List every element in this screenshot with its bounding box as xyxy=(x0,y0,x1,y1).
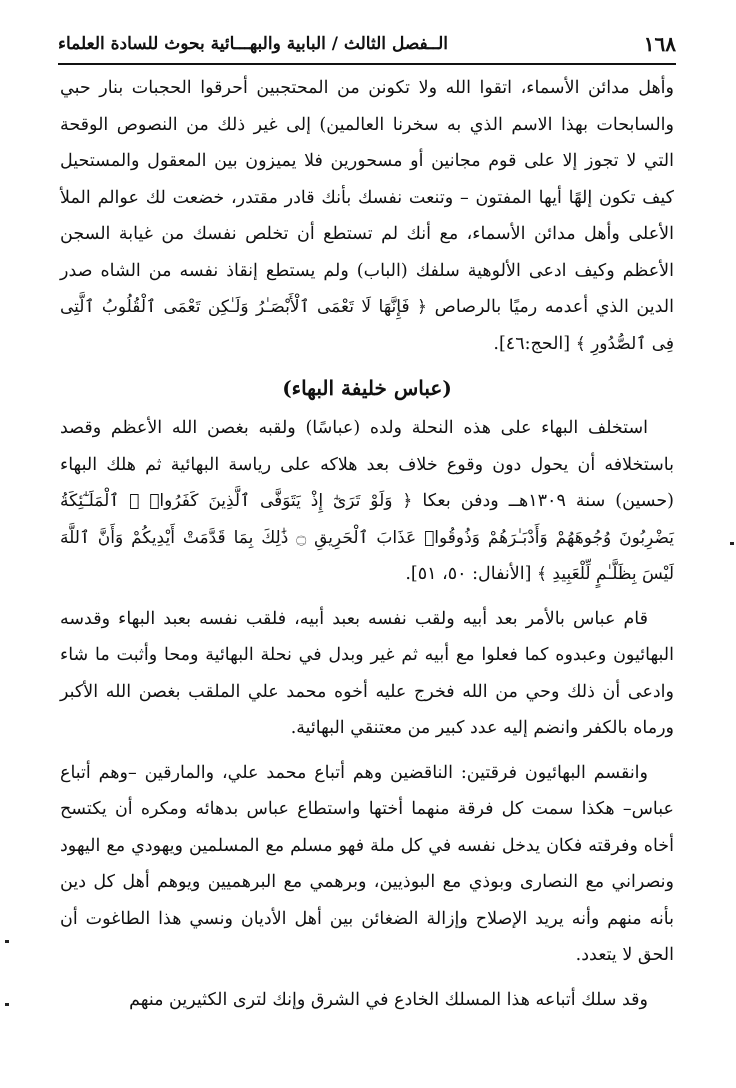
quran-reference-1: [الحج:٤٦]. xyxy=(493,333,571,354)
spacer xyxy=(60,593,674,601)
margin-mark xyxy=(5,940,9,943)
section-heading: (عباس خليفة البهاء) xyxy=(282,376,452,400)
page-body xyxy=(60,70,674,1018)
quran-quote-2: ﴿ وَلَوْ تَرَىٰٓ إِذْ يَتَوَفَّى ٱلَّذِينَ كَفَرُوا۟ ۙ ٱلْمَلَـٰٓئِكَةُ يَضْرِبُونَ وُجُوهَهُمْ وَأَدْبَـٰرَهُمْ وَذُوقُوا۟ عَذَابَ ٱلْحَرِيقِ ۝ ذَٰلِكَ بِمَا قَدَّمَتْ أَيْدِيكُمْ وَأَنَّ ٱللَّهَ لَيْسَ بِظَلَّـٰمٍ لِّلْعَبِيدِ ﴾ xyxy=(60,491,674,584)
paragraph-2 xyxy=(60,410,674,593)
running-title: الــفصل الثالث / البابية والبهـــائية بحوث للسادة العلماء xyxy=(58,34,449,54)
paragraph-3: قام عباس بالأمر بعد أبيه ولقب نفسه بعبد أبيه، فلقب نفسه بعبد البهاء وقدسه البهائيون وعبدوه كما فعلوا مع أبيه ثم غير وبدل في نحلة البهائية ومحا وأثبت ما شاء وادعى أن ذلك وحي من الله فخرج عليه أخوه محمد علي الملقب بغصن الله الأكبر ورماه بالكفر وانضم إليه عدد كبير من معتنقي البهائية. xyxy=(60,608,674,738)
header-divider xyxy=(58,63,676,65)
paragraph-1 xyxy=(60,70,674,362)
page-header xyxy=(58,24,676,64)
spacer xyxy=(60,747,674,755)
paragraph-2-text: استخلف البهاء على هذه النحلة ولده (عباسًا) ولقبه بغصن الله الأعظم وقصد باستخلافه أن يحول دون وقوع خلاف بعد هلاكه على رياسة البهائية ثم هلك البهاء (حسين) سنة ١٣٠٩هــ ودفن بعكا xyxy=(60,418,674,511)
page-number: ١٦٨ xyxy=(643,32,676,56)
paragraph-4: وانقسم البهائيون فرقتين: الناقضين وهم أتباع محمد علي، والمارقين –وهم أتباع عباس– هكذا سمت كل فرقة منهما أختها واستطاع عباس بدهائه ومكره أن يكتسح أخاه وفرقته فكان يدخل نفسه في كل ملة فهو مسلم مع المسلمين ويهودي مع اليهود ونصراني مع النصارى وبوذي مع البوذيين، وبرهمي مع البرهميين ويوهم أهل كل دين بأنه منهم وأنه يريد الإصلاح وإزالة الضغائن بين أهل الأديان ونسي هذا الطاغوت أن الحق لا يتعدد. xyxy=(60,762,675,965)
margin-mark xyxy=(5,1003,9,1006)
quran-reference-2: [الأنفال: ٥٠، ٥١]. xyxy=(405,564,532,584)
spacer xyxy=(60,974,674,982)
quran-quote-1: ﴿ فَإِنَّهَا لَا تَعْمَى ٱلْأَبْصَـٰرُ وَلَـٰكِن تَعْمَى ٱلْقُلُوبُ ٱلَّتِى فِى ٱلصُّدُورِ ﴾ xyxy=(60,297,674,354)
paragraph-5: وقد سلك أتباعه هذا المسلك الخادع في الشرق وإنك لترى الكثيرين منهم xyxy=(129,989,648,1010)
margin-mark xyxy=(730,542,734,545)
paragraph-1-text: وأهل مدائن الأسماء، اتقوا الله ولا تكونن من المحتجبين أحرقوا الحجبات بنار حبي والسابحات بهذا الاسم الذي به سخرنا العالمين) إلى غير ذلك من النصوص الوقحة التي لا تجوز إلا على قوم مجانين أو مسحورين فلا يميزون بين المعقول والمستحيل كيف تكون إلهًا أيها المفتون – وتنعت نفسك بأنك قادر مقتدر، خضعت لك عوالم الملأ الأعلى وأهل مدائن الأسماء، مع أنك لم تستطع أن تخلص نفسك من غيابة السجن الأعظم وكيف ادعى الألوهية سلفك (الباب) ولم يستطع إنقاذ نفسه من الشاه صدر الدين الذي أعدمه رميًا بالرصاص xyxy=(60,78,674,317)
